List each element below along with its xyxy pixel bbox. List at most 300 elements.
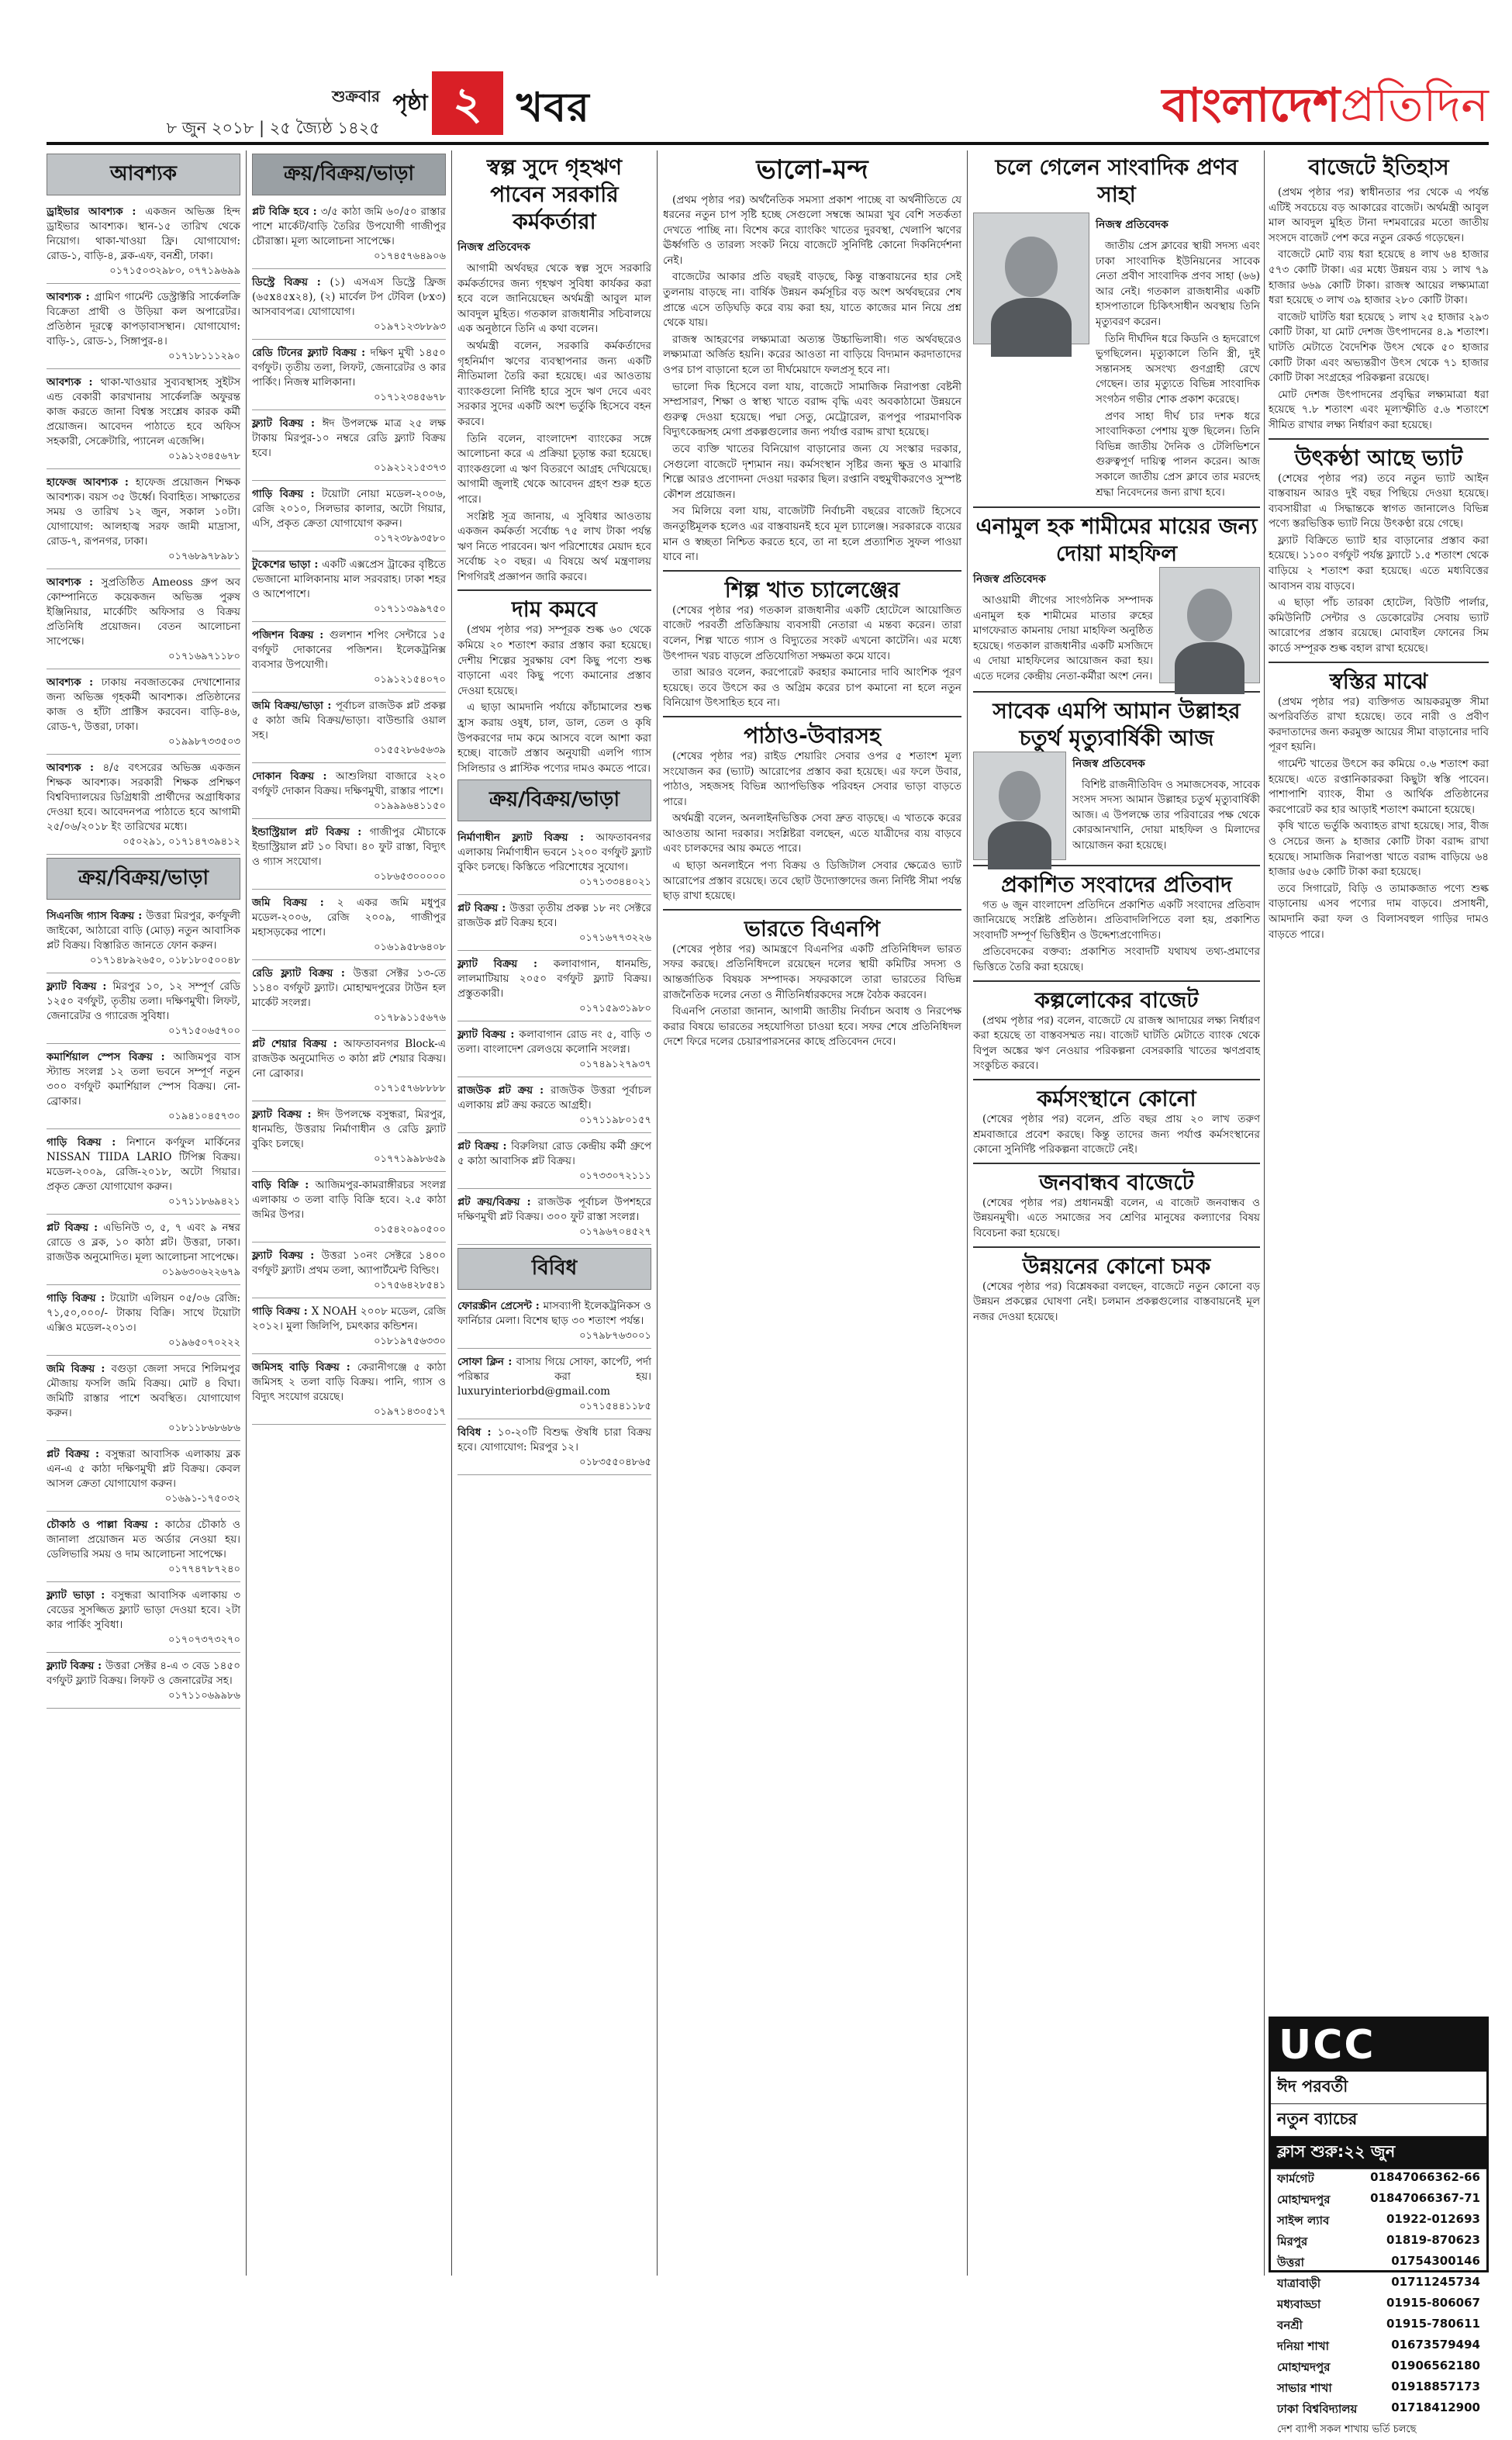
classified-title: ফোরস্ক্রীন প্রেসেন্ট : <box>457 1300 544 1313</box>
classified-phone: ০১৭১১৯৮০১৫৭ <box>579 1115 651 1127</box>
classified-title: সিএনজি গ্যাস বিক্রয় : <box>47 910 147 922</box>
classified-text: (১) এসএস ডিস্ট্রে ফ্রিজ (৬৫x৪৫x২৪), (২) মার্বেল টপ টেবিল (৮x৩) আসবাবপত্র। যোগাযোগ। <box>252 276 446 318</box>
classified-text: রাজউক পূর্বাচল উপশহরে দক্ষিণমুখী প্লট বিক্রয়। ৩০০ ফুট রাস্তা সংলগ্ন। <box>457 1196 651 1224</box>
classified-phone: ০১৭১১০৬৯৯৮৬ <box>168 1690 240 1702</box>
classified-phone: ০১৭৭১৯৯৮৬৫৯ <box>374 1153 446 1165</box>
classified-ad <box>47 758 240 855</box>
article-paragraph: বাজেটের আকার প্রতি বছরই বাড়ছে, কিন্তু বাস্তবায়নের হার সেই তুলনায় বাড়ছে না। বার্ষিক উন্নয়ন কর্মসূচির বড় অংশ অর্থবছরের শেষ প্রান্তে এসে তড়িঘড়ি করে ব্যয় করা হয়, যাতে কাজের মান নিয়ে প্রশ্ন থেকে যায়। <box>663 271 961 330</box>
classified-text: আফতাবনগর এলাকায় নির্মাণাধীন ভবনে ১২০০ বর্গফুট ফ্ল্যাট বুকিং চলছে। কিস্তিতে পরিশোধের সুযোগ। <box>457 831 651 874</box>
branch-phone: 01754300146 <box>1391 2254 1480 2268</box>
article-paragraph: (শেষের পৃষ্ঠার পর) বলেন, প্রতি বছর প্রায় ২০ লাখ তরুণ শ্রমবাজারে প্রবেশ করছে। কিন্তু তাদের জন্য পর্যাপ্ত কর্মসংস্থানের কোনো সুনির্দিষ্ট পরিকল্পনা বাজেটে নেই। <box>973 1113 1260 1156</box>
branch-name: যাত্রাবাড়ী <box>1277 2276 1321 2290</box>
classified-title: ড্রাইভার আবশ্যক : <box>47 206 146 218</box>
article-paragraph: বিএনপি নেতারা জানান, আগামী জাতীয় নির্বাচন অবাধ ও নিরপেক্ষ করার বিষয়ে ভারতের সহযোগিতা চাওয়া হবে। সফর শেষে প্রতিনিধিদল দেশে ফিরে দলের চেয়ারপারসনের কাছে প্রতিবেদন দেবে। <box>663 1005 961 1049</box>
logo-part1: বাংলাদেশ <box>1162 78 1341 133</box>
classified-phone: ০১৯১২৩৪৫৬৭৮ <box>168 451 240 462</box>
branch-name: সাভার শাখা <box>1277 2381 1332 2395</box>
article-paragraph: (শেষের পৃষ্ঠার পর) গতকাল রাজধানীর একটি হোটেলে আয়োজিত বাজেট পরবর্তী প্রতিক্রিয়ায় ব্যবসায়ী নেতারা এ মন্তব্য করেন। তারা বলেন, শিল্প খাতে গ্যাস ও বিদ্যুতের সংকট এখনো কাটেনি। এর মধ্যে উৎপাদন খরচ বাড়লে প্রতিযোগিতা সক্ষমতা কমে যাবে। <box>663 603 961 662</box>
classified-ad <box>252 1246 446 1298</box>
classified-text: উত্তরা ১০নং সেক্টরে ১৪০০ বর্গফুট ফ্ল্যাট। প্রথম তলা, অ্যাপার্টমেন্ট বিল্ডিং। <box>252 1249 446 1277</box>
headline-ride-share: পাঠাও-উবারসহ <box>744 722 881 748</box>
classified-column-1 <box>47 150 240 2276</box>
column-rule <box>657 150 658 2276</box>
classified-text: পূর্বাচল রাজউক প্লট প্রকল্প ৫ কাঠা জমি বিক্রয়/ভাড়া। বাউন্ডারি ওয়াল সহ। <box>252 700 447 741</box>
classified-title: আবশ্যক : <box>47 376 101 389</box>
article-ride-share <box>663 749 961 904</box>
section-header-buysell-2: ক্রয়/বিক্রয়/ভাড়া <box>252 154 446 195</box>
journalist-photo <box>973 213 1089 344</box>
branch-name: মধ্যবাড্ডা <box>1277 2297 1321 2311</box>
column-rule <box>1264 150 1265 2276</box>
column-rule <box>967 150 968 2276</box>
branch-phone: 01906562180 <box>1391 2359 1480 2373</box>
classified-title: ফ্ল্যাট বিক্রয় : <box>252 1249 322 1262</box>
branch-row <box>1271 2211 1486 2232</box>
headline-industry: শিল্প খাত চ্যালেঞ্জের <box>724 576 900 603</box>
classified-text: আফতাবনগর Block-এ রাজউক অনুমোদিত ৩ কাঠা প্লট শেয়ার বিক্রয়। নো ব্রোকার। <box>252 1038 447 1080</box>
branch-name: ঢাকা বিশ্ববিদ্যালয় <box>1277 2402 1358 2416</box>
byline: নিজস্ব প্রতিবেদক <box>973 573 1046 586</box>
branch-name: উত্তরা <box>1277 2255 1305 2269</box>
classified-title: প্লট শেয়ার বিক্রয় : <box>252 1038 343 1050</box>
headline-bnp-india: ভারতে বিএনপি <box>744 915 881 942</box>
classified-ad <box>252 1175 446 1242</box>
classified-text: কলাবাগান রোড নং ৫, বাড়ি ৩ তলা। বাংলাদেশ রেলওয়ে কলোনি সংলগ্ন। <box>457 1028 651 1056</box>
branch-name: বনশ্রী <box>1277 2318 1303 2332</box>
classified-title: জমি বিক্রয়/ভাড়া : <box>252 700 336 712</box>
article-journalist-obit <box>1096 239 1260 500</box>
classified-phone: ০১৭১৫০৩২৯৮০, ০৭৭১৯৬৯৯ <box>109 265 240 277</box>
ad-line-2: নতুন ব্যাচের <box>1271 2104 1486 2137</box>
classified-title: জমি বিক্রয় : <box>252 897 337 909</box>
classified-ad <box>252 1301 446 1354</box>
article-employment <box>973 1112 1260 1158</box>
article-doa-mahfil <box>973 593 1153 685</box>
classified-ad <box>252 1034 446 1101</box>
classified-phone: ০১৭৫৬৪২৮৫৪১ <box>374 1280 446 1291</box>
classified-title: ফ্ল্যাট বিক্রয় : <box>47 1660 105 1672</box>
article-paragraph: গত ৬ জুন বাংলাদেশ প্রতিদিনে প্রকাশিত একটি সংবাদের প্রতিবাদ জানিয়েছে সংশ্লিষ্ট প্রতিষ্ঠান। প্রতিবাদলিপিতে বলা হয়, প্রকাশিত সংবাদটি সম্পূর্ণ ভিত্তিহীন ও উদ্দেশ্যপ্রণোদিত। <box>973 898 1260 942</box>
classified-phone: ০১৭০৭৩৭৩২৭০ <box>168 1634 240 1646</box>
classified-text: গ্রামিণ গার্মেন্ট ডেস্ট্রাক্টরি সার্কেলক্রি বিক্রেতা প্রাথী ও উড়িয়া কল অপারেটর। প্রতিষ্ঠান দূরত্বে কাপড়াবাসস্থান। যোগাযোগ: বাড়ি-১, রোড-১, সিঙ্গাপুর-৪। <box>47 291 240 347</box>
article-paragraph: (প্রথম পৃষ্ঠার পর) বলেন, বাজেটে যে রাজস্ব আদায়ের লক্ষ্য নির্ধারণ করা হয়েছে তা বাস্তবসম্মত নয়। বাজেট ঘাটতি মেটাতে ব্যাংক থেকে বিপুল অঙ্কের ঋণ নেওয়ার পরিকল্পনা বেসরকারি খাতের ঋণপ্রবাহ সংকুচিত করবে। <box>973 1014 1260 1073</box>
article-paragraph: মোট দেশজ উৎপাদনের প্রবৃদ্ধির লক্ষ্যমাত্রা ধরা হয়েছে ৭.৮ শতাংশ এবং মূল্যস্ফীতি ৫.৬ শতাংশে সীমিত রাখার লক্ষ্য নির্ধারণ করা হয়েছে। <box>1269 388 1489 431</box>
classified-ad <box>47 372 240 469</box>
classified-title: প্লট ক্রয়/বিক্রয় : <box>457 1196 538 1209</box>
article-development <box>973 1280 1260 1325</box>
classified-ad <box>252 272 446 340</box>
classified-title: ইন্ডাস্ট্রিয়াল প্লট বিক্রয় : <box>252 826 370 838</box>
ex-mp-photo <box>973 752 1066 860</box>
headline-journalist-obit: চলে গেলেন সাংবাদিক প্রণব সাহা <box>995 154 1238 207</box>
anniversary-block <box>973 752 1260 860</box>
classified-phone: ০১৮১১৮৬৮৬৮৬ <box>168 1422 240 1434</box>
article-paragraph: (শেষের পৃষ্ঠার পর) বিশ্লেষকরা বলছেন, বাজেটে নতুন কোনো বড় উন্নয়ন প্রকল্পের ঘোষণা নেই। চলমান প্রকল্পগুলোর বাস্তবায়নেই মূল নজর দেওয়া হয়েছে। <box>973 1280 1260 1323</box>
classified-phone: ০১৮৬৫৩০০০০০ <box>374 871 446 883</box>
classified-text: উত্তরা তৃতীয় প্রকল্প ১৮ নং সেক্টরে রাজউক প্লট বিক্রয় হবে। <box>457 902 652 930</box>
branch-name: মোহাম্মদপুর <box>1277 2193 1331 2207</box>
branch-phone: 01711245734 <box>1391 2275 1480 2289</box>
article-paragraph: তবে ব্যক্তি খাতের বিনিয়োগ বাড়ানোর জন্য যে সংস্কার দরকার, সেগুলো বাজেটে দৃশ্যমান নয়। কর্মসংস্থান সৃষ্টির জন্য ক্ষুদ্র ও মাঝারি শিল্পে আরও প্রণোদনা দেওয়া দরকার ছিল। রপ্তানি বহুমুখীকরণেও সুস্পষ্ট কৌশল প্রয়োজন। <box>663 443 961 501</box>
classified-text: মাসব্যাপী ইলেকট্রনিকস ও ফার্নিচার মেলা। বিশেষ ছাড় ৩০ শতাংশ পর্যন্ত। <box>457 1300 651 1328</box>
classified-ad <box>47 472 240 569</box>
article-paragraph: (শেষের পৃষ্ঠার পর) প্রধানমন্ত্রী বলেন, এ বাজেট জনবান্ধব ও উন্নয়নমুখী। এতে সমাজের সব শ্রেণির মানুষের কল্যাণের বিষয় বিবেচনা করা হয়েছে। <box>973 1196 1260 1239</box>
divider <box>1269 662 1489 663</box>
article-ex-mp-anniversary <box>1072 778 1260 854</box>
article-paragraph: ভালো দিক হিসেবে বলা যায়, বাজেটে সামাজিক নিরাপত্তা বেষ্টনী সম্প্রসারণ, শিক্ষা ও স্বাস্থ্য খাতে বরাদ্দ বৃদ্ধি এবং অবকাঠামো উন্নয়নে গুরুত্ব দেওয়া হয়েছে। পদ্মা সেতু, মেট্রোরেল, রূপপুর পারমাণবিক বিদ্যুৎকেন্দ্রসহ মেগা প্রকল্পগুলোর জন্য পর্যাপ্ত বরাদ্দ রাখা হয়েছে। <box>663 380 961 439</box>
article-paragraph: সব মিলিয়ে বলা যায়, বাজেটটি নির্বাচনী বছরের বাজেট হিসেবে জনতুষ্টিমূলক হলেও এর বাস্তবায়নই হবে মূল চ্যালেঞ্জ। সরকারকে ব্যয়ের মান ও স্বচ্ছতা নিশ্চিত করতে হবে, তা না হলে প্রত্যাশিত সুফল পাওয়া যাবে না। <box>663 505 961 564</box>
classified-text: সুপ্রতিষ্ঠিত Ameoss গ্রুপ অব কোম্পানিতে কয়েকজন অভিজ্ঞ পুরুষ ইঞ্জিনিয়ার, মার্কেটিং অফিসার ও বিক্রয় প্রতিনিধি প্রয়োজন। বেতন আলোচনা সাপেক্ষে। <box>47 576 240 648</box>
classified-phone: ০৫০২৯১, ০১৭১৪৭৩৯৪১২ <box>123 836 240 848</box>
classified-title: ফ্ল্যাট বিক্রয় : <box>47 980 113 993</box>
classified-text: বগুড়া জেলা সদরে শিলিমপুর মৌজায় ফসলি জমি বিক্রয়। মোট ৪ বিঘা। জমিটি রাস্তার পাশে অবস্থিত। যোগাযোগ করুন। <box>47 1363 240 1419</box>
classified-ad <box>457 1352 651 1419</box>
branch-row <box>1271 2295 1486 2316</box>
classified-text: আজিমপুর-কামরাঙ্গীরচর সংলগ্ন এলাকায় ৩ তলা বাড়ি বিক্রি হবে। ২.৫ কাঠা জমির উপর। <box>252 1179 446 1221</box>
classified-title: বাড়ি বিক্রি : <box>252 1179 316 1191</box>
branch-row <box>1271 2316 1486 2337</box>
branch-phone: 01922-012693 <box>1386 2212 1480 2226</box>
ucc-logo: UCC <box>1271 2019 1486 2072</box>
classified-ad <box>252 822 446 890</box>
classified-phone: ০১৭৯৬৭০৪৫২৭ <box>579 1226 651 1239</box>
classified-phone: ০১৭১৮১১১২৯০ <box>168 351 240 362</box>
classified-title: ফ্ল্যাট বিক্রয় : <box>457 1028 520 1042</box>
classified-title: প্লট বিক্রয় : <box>457 1140 512 1153</box>
buysell-list-2 <box>252 202 446 1425</box>
branch-name: দনিয়া শাখা <box>1277 2339 1329 2353</box>
classified-title: টুকেশের ভাড়া : <box>252 558 323 571</box>
headline-price-drop: দাম কমবে <box>511 596 598 623</box>
classified-text: রাজউক উত্তরা পূর্বাচল এলাকায় প্লট ক্রয় করতে আগ্রহী। <box>457 1084 651 1112</box>
classified-phone: ০১৭২৩৮৯৩৫৮০ <box>374 533 446 544</box>
branch-name: সাইন্স ল্যাব <box>1277 2214 1330 2227</box>
section-header-buysell: ক্রয়/বিক্রয়/ভাড়া <box>47 858 240 900</box>
classified-phone: ০১৬৯১-১৭৫০৩২ <box>164 1493 240 1505</box>
classified-ad <box>47 976 240 1044</box>
classified-ad <box>47 572 240 669</box>
doa-block <box>973 567 1260 686</box>
classified-title: প্লট বিক্রয় : <box>47 1222 104 1234</box>
article-paragraph: এ ছাড়া অনলাইনে পণ্য বিক্রয় ও ডিজিটাল সেবার ক্ষেত্রেও ভ্যাট আরোপের প্রস্তাব রয়েছে। তবে ছোট উদ্যোক্তাদের জন্য নির্দিষ্ট সীমা পর্যন্ত ছাড় রাখা হয়েছে। <box>663 859 961 903</box>
classified-ad <box>47 672 240 755</box>
classified-title: আবশ্যক : <box>47 291 95 303</box>
page-number: ২ <box>432 71 503 135</box>
classified-title: ডিস্ট্রে বিক্রয় : <box>252 276 330 289</box>
article-paragraph: প্রতিবেদকের বক্তব্য: প্রকাশিত সংবাদটি যথাযথ তথ্য-প্রমাণের ভিত্তিতে তৈরি করা হয়েছে। <box>973 945 1260 974</box>
classified-phone: ০১৭১৫০৬৫৭০০ <box>168 1025 240 1037</box>
buysell-list-3 <box>457 828 651 1245</box>
divider <box>1269 438 1489 440</box>
classified-ad <box>47 1515 240 1582</box>
branch-name: মোহাম্মদপুর <box>1277 2360 1331 2374</box>
article-paragraph: গার্মেন্ট খাতের উৎসে কর কমিয়ে ০.৬ শতাংশ করা হয়েছে। এতে রপ্তানিকারকরা কিছুটা স্বস্তি পাবেন। পাশাপাশি ব্যাংক, বীমা ও আর্থিক প্রতিষ্ঠানের করপোরেট কর হার আড়াই শতাংশ কমানো হয়েছে। <box>1269 758 1489 816</box>
article-paragraph: সংশ্লিষ্ট সূত্র জানায়, এ সুবিধার আওতায় একজন কর্মকর্তা সর্বোচ্চ ৭৫ লাখ টাকা পর্যন্ত ঋণ নিতে পারবেন। ঋণ পরিশোধের মেয়াদ হবে সর্বোচ্চ ২০ বছর। এ বিষয়ে অর্থ মন্ত্রণালয় শিগগিরই প্রজ্ঞাপন জারি করবে। <box>457 510 651 583</box>
classified-phone: ০১৭৭৪৭৮৭২৪০ <box>168 1564 240 1575</box>
classified-ad <box>457 1296 651 1349</box>
classified-title: জমিসহ বাড়ি বিক্রয় : <box>252 1361 357 1374</box>
classified-title: বিবিধ : <box>457 1426 498 1439</box>
article-relief <box>1269 695 1489 943</box>
classified-ad <box>457 898 651 951</box>
classified-title: ফ্ল্যাট ভাড়া : <box>47 1589 112 1602</box>
article-paragraph: অর্থমন্ত্রী বলেন, অনলাইনভিত্তিক সেবা দ্রুত বাড়ছে। এ খাতকে করের আওতায় আনা দরকার। সংশ্লিষ্টরা বলছেন, এতে যাত্রীদের ব্যয় বাড়বে এবং চালকদের আয় কমতে পারে। <box>663 812 961 855</box>
classified-title: নির্মাণাধীন ফ্ল্যাট বিক্রয় : <box>457 831 596 845</box>
buysell-list <box>47 906 240 1709</box>
divider <box>973 1246 1260 1248</box>
classified-text: ঈদ উপলক্ষে মাত্র ২৫ লক্ষ টাকায় মিরপুর-১০ নম্বরে রেডি ফ্ল্যাট বিক্রয় হবে। <box>252 417 446 459</box>
classified-title: চৌকাঠ ও পাল্লা বিক্রয় : <box>47 1519 165 1531</box>
section-header-wanted: আবশ্যক <box>47 154 240 195</box>
article-paragraph: আগামী অর্থবছর থেকে স্বল্প সুদে সরকারি কর্মকর্তাদের জন্য গৃহঋণ সুবিধা কার্যকর করা হবে বলে জানিয়েছেন অর্থমন্ত্রী আবুল মাল আবদুল মুহিত। গতকাল রাজধানীর সচিবালয়ে এক অনুষ্ঠানে তিনি এ কথা বলেন। <box>457 262 651 336</box>
classified-ad <box>457 1136 651 1189</box>
divider <box>973 1163 1260 1164</box>
classified-ad <box>457 828 651 895</box>
article-column-3 <box>457 150 651 2276</box>
classified-ad <box>47 1218 240 1285</box>
news-column-6 <box>973 150 1260 2276</box>
classified-ad <box>252 696 446 763</box>
classified-text: টয়োটা এলিয়ন ০৫/০৬ রেজি: ৭১,৫০,০০০/- টাকায় বিক্রি। সাথে টয়োটা এক্সিও মডেল-২০১৩। <box>47 1292 240 1334</box>
classified-text: উত্তরা সেক্টর ১৩-তে ১১৪০ বর্গফুট ফ্ল্যাট। মোহাম্মদপুরের টাউন হল মার্কেট সংলগ্ন। <box>252 967 446 1009</box>
branch-row <box>1271 2358 1486 2379</box>
classified-text: বাসায় গিয়ে সোফা, কার্পেট, পর্দা পরিষ্কার করা হয়। luxuryinteriorbd@gmail.com <box>457 1356 651 1398</box>
classified-text: কলাবাগান, ধানমন্ডি, লালমাটিয়ায় ২০৫০ বর্গফুট ফ্ল্যাট বিক্রয়। প্রস্তুতকারী। <box>457 958 652 1001</box>
classified-title: হাফেজ আবশ্যক : <box>47 476 136 489</box>
headline-doa-mahfil: এনামুল হক শামীমের মায়ের জন্য দোয়া মাহফিল <box>975 513 1258 567</box>
classified-phone: ০১৯৭১৪৩০৫১৭ <box>374 1406 446 1418</box>
article-bnp-india <box>663 942 961 1050</box>
article-good-bad <box>663 193 961 565</box>
divider <box>663 570 961 572</box>
classified-ad <box>252 343 446 410</box>
article-paragraph: (প্রথম পৃষ্ঠার পর) ব্যক্তিগত আয়করমুক্ত সীমা অপরিবর্তিত রাখা হয়েছে। তবে নারী ও প্রবীণ করদাতাদের জন্য করমুক্ত আয়ের সীমা বাড়ানোর দাবি পূরণ হয়নি। <box>1269 695 1489 754</box>
classified-title: আবশ্যক : <box>47 762 103 774</box>
classified-column-2 <box>252 150 446 2276</box>
article-paragraph: (প্রথম পৃষ্ঠার পর) সম্পূরক শুল্ক ৬০ থেকে কমিয়ে ২০ শতাংশ করার প্রস্তাব করা হয়েছে। দেশীয় শিল্পের সুরক্ষায় বেশ কিছু পণ্যে শুল্ক বাড়ানো এবং কিছু পণ্যে কমানোর প্রস্তাব দেওয়া হয়েছে। <box>457 624 651 697</box>
branch-phone: 01819-870623 <box>1386 2233 1480 2247</box>
column-rule <box>451 150 452 2276</box>
article-price-drop <box>457 623 651 776</box>
classified-ad <box>252 766 446 819</box>
classified-title: রেডি টিনের ফ্ল্যাট বিক্রয় : <box>252 347 371 359</box>
article-paragraph: তবে সিগারেট, বিড়ি ও তামাকজাত পণ্যে শুল্ক বাড়ানোয় এসব পণ্যের দাম বাড়বে। প্রসাধনী, আমদানি করা ফল ও বিলাসবহুল গাড়ির দামও বাড়তে পারে। <box>1269 882 1489 941</box>
classified-ad <box>252 484 446 551</box>
ad-line-3: ক্লাস শুরু:২২ জুন <box>1271 2137 1486 2169</box>
ad-line-1: ঈদ পরবর্তী <box>1271 2072 1486 2104</box>
newspaper-logo <box>1162 70 1489 147</box>
classified-phone: ০১৯৯৯৬৪১১৫০ <box>374 800 446 812</box>
budget-column <box>1269 150 1489 2012</box>
classified-text: X NOAH ২০০৮ মডেল, রেজি ২০১২। মুলা জিলিপি, চমৎকার কন্ডিশন। <box>252 1305 446 1332</box>
masthead-rule <box>47 142 1489 145</box>
classified-title: গাড়ি বিক্রয় : <box>252 1305 312 1318</box>
branch-row <box>1271 2232 1486 2253</box>
article-paragraph: এ ছাড়া পাঁচ তারকা হোটেল, বিউটি পার্লার, কমিউনিটি সেন্টার ও ডেকোরেটর সেবায় ভ্যাট আরোপের প্রস্তাব রয়েছে। মোবাইল ফোনের সিম কার্ডে সম্পূরক শুল্ক বহাল রাখা হয়েছে। <box>1269 596 1489 655</box>
article-vat-worry <box>1269 472 1489 657</box>
branch-phone: 01915-806067 <box>1386 2296 1480 2310</box>
classified-phone: ০১৭১৩৩৪৪০২১ <box>579 876 651 889</box>
woman-photo <box>1159 567 1260 683</box>
article-paragraph: অর্থমন্ত্রী বলেন, সরকারি কর্মকর্তাদের গৃহনির্মাণ ঋণের ব্যবস্থাপনার জন্য একটি নীতিমালা তৈরি করা হয়েছে। এর আওতায় ব্যাংকগুলো নির্দিষ্ট হারে সুদে ঋণ দেবে এবং সরকার সুদের একটি অংশ ভর্তুকি হিসেবে বহন করবে। <box>457 339 651 428</box>
article-paragraph: (প্রথম পৃষ্ঠার পর) অর্থনৈতিক সমস্যা প্রকাশ পাচ্ছে বা অর্থনীতিতে যে ধরনের নতুন চাপ সৃষ্টি হচ্ছে সেগুলো সম্বন্ধে আমরা খুব বেশি সতর্কতা দেখতে পাচ্ছি না। বিশেষ করে ব্যাংকিং খাতের দুরবস্থা, খেলাপি ঋণের ঊর্ধ্বগতি ও তারল্য সংকট নিয়ে বাজেটে সুনির্দিষ্ট কোনো দিকনির্দেশনা নেই। <box>663 193 961 267</box>
classified-phone: ০১৭১৬৯৭১১৮০ <box>168 651 240 662</box>
branch-row <box>1271 2337 1486 2358</box>
classified-ad <box>252 555 446 622</box>
obit-block <box>973 213 1260 502</box>
obit-text-wrap <box>1096 213 1260 502</box>
classified-phone: ০১৭১৫৪৪১১৮৫ <box>579 1401 651 1413</box>
branch-row <box>1271 2400 1486 2421</box>
classified-phone: ০১৭৪৯১২৭৯৩৭ <box>579 1059 651 1071</box>
classified-title: সোফা ক্লিন : <box>457 1356 516 1369</box>
classified-ad <box>47 1288 240 1356</box>
classified-text: গুলশান শপিং সেন্টারে ১৫ বর্গফুট দোকানের পজিশন। ইলেকট্রনিক্স ব্যবসার উপযোগী। <box>252 629 446 671</box>
article-paragraph: (শেষের পৃষ্ঠার পর) আমন্ত্রণে বিএনপির একটি প্রতিনিধিদল ভারত সফর করছে। প্রতিনিধিদলে রয়েছেন দলের স্থায়ী কমিটির সদস্য ও আন্তর্জাতিক বিষয়ক সম্পাদক। সফরকালে তারা ভারতের বিভিন্ন রাজনৈতিক দলের নেতা ও নীতিনির্ধারকদের সঙ্গে বৈঠক করবেন। <box>663 942 961 1001</box>
classified-phone: ০১৮৩৫৫০৪৮৬৫ <box>579 1457 651 1469</box>
classified-ad <box>47 1047 240 1129</box>
branch-phone: 01918857173 <box>1391 2380 1480 2393</box>
classified-title: রাজউক প্লট ক্রয় : <box>457 1084 551 1097</box>
article-paragraph: বাজেট ঘাটতি ধরা হয়েছে ১ লাখ ২৫ হাজার ২৯৩ কোটি টাকা, যা মোট দেশজ উৎপাদনের ৪.৯ শতাংশ। ঘাটতি মেটাতে বৈদেশিক উৎস থেকে ৫০ হাজার কোটি টাকা এবং অভ্যন্তরীণ উৎস থেকে ৭১ হাজার কোটি টাকা সংগ্রহের পরিকল্পনা রয়েছে। <box>1269 310 1489 385</box>
classified-text: হাফেজ প্রয়োজন শিক্ষক আবশ্যক। বয়স ৩৫ উর্ধ্বে। বিবাহিত। সাক্ষাতের সময় ও তারিখ ১২ জুন, সকাল ১০টা। যোগাযোগ: আলহাজ্ব সরফ জামী মাদ্রাসা, রোড-৭, রূপনগর, ঢাকা। <box>47 476 240 548</box>
ucc-advertisement[interactable] <box>1269 2017 1489 2435</box>
classified-phone: ০১৭১২৩৪৫৬৭৮ <box>374 392 446 403</box>
classified-text: বসুন্ধরা আবাসিক এলাকায় ব্লক এন-এ ৫ কাঠা দক্ষিণমুখী প্লট বিক্রয়। কেবল আসল ক্রেতা যোগাযোগ করুন। <box>47 1448 240 1490</box>
classified-phone: ০১৭৩৩০৭২১১১ <box>579 1170 651 1183</box>
classified-text: ঢাকায় নবজাতকের দেখাশোনার জন্য অভিজ্ঞ গৃহকর্মী আবশ্যক। প্রতিষ্ঠানের কাজ ও হাঁটা প্রাক্টিস করবেন। বাড়ি-৪৬, রোড-৭, উত্তরা, ঢাকা। <box>47 676 240 733</box>
classified-ad <box>47 1585 240 1653</box>
branch-row <box>1271 2253 1486 2274</box>
classified-text: ৩/৫ কাঠা জমি ৬০/৫০ রাস্তার পাশে মার্কেট/বাড়ি তৈরির উপযোগী গাজীপুর চৌরাস্তা। মূল্য আলোচনা সাপেক্ষে। <box>252 206 446 247</box>
date-block <box>47 85 380 143</box>
logo-part2: প্রতিদিন <box>1340 78 1489 133</box>
classified-ad <box>47 1132 240 1215</box>
divider <box>973 506 1260 508</box>
classified-title: আবশ্যক : <box>47 576 102 589</box>
classified-text: টয়োটা নোয়া মডেল-২০০৬, রেজি ২০১০, সিলভার কালার, অটো গিয়ার, এসি, প্রকৃত ক্রেতা যোগাযোগ করুন। <box>252 488 446 530</box>
branch-name: ফার্মগেট <box>1277 2172 1314 2186</box>
article-paragraph: (শেষের পৃষ্ঠার পর) রাইড শেয়ারিং সেবার ওপর ৫ শতাংশ মূল্য সংযোজন কর (ভ্যাট) আরোপের প্রস্তাব করা হয়েছে। এর ফলে উবার, পাঠাও, সহজসহ বিভিন্ন অ্যাপভিত্তিক পরিবহন সেবার ভাড়া বাড়তে পারে। <box>663 749 961 808</box>
page-label: পৃষ্ঠা <box>392 90 428 116</box>
classified-title: ফ্ল্যাট বিক্রয় : <box>457 958 554 971</box>
section-title: খবর <box>516 85 590 131</box>
classified-text: উত্তরা সেক্টর ৪-এ ৩ বেড ১৪৫০ বর্গফুট ফ্ল্যাট বিক্রয়। লিফট ও জেনারেটর সহ। <box>47 1660 240 1687</box>
classified-title: কমার্শিয়াল স্পেস বিক্রয় : <box>47 1051 174 1063</box>
classified-phone: ০১৭৪৫৭৬৪৯০৬ <box>374 251 446 262</box>
classified-phone: ০১৭৮৯১১৫৬৭৬ <box>374 1012 446 1024</box>
classified-title: প্লট বিক্রয় : <box>47 1448 105 1460</box>
classified-title: গাড়ি বিক্রয় : <box>47 1292 110 1305</box>
classified-phone: ০১৫৪২০৯০৫০০ <box>374 1224 446 1236</box>
classified-phone: ০১৭১৫৯৩১৯৮০ <box>579 1003 651 1015</box>
branch-phone: 01718412900 <box>1391 2400 1480 2414</box>
classified-ad <box>47 1656 240 1709</box>
article-paragraph: এ ছাড়া আমদানি পর্যায়ে কাঁচামালের শুল্ক হ্রাস করায় ওষুধ, চাল, ডাল, তেল ও কৃষি উপকরণের দাম কমে আসবে বলে আশা করা হচ্ছে। বাজেট প্রস্তাব অনুযায়ী এলপি গ্যাস সিলিন্ডার ও প্লাস্টিক পণ্যের দামও কমতে পারে। <box>457 701 651 775</box>
editorial-column <box>663 150 961 2276</box>
classified-ad <box>252 1104 446 1172</box>
wanted-list <box>47 202 240 855</box>
article-paragraph: বিশিষ্ট রাজনীতিবিদ ও সমাজসেবক, সাবেক সংসদ সদস্য আমান উল্লাহর চতুর্থ মৃত্যুবার্ষিকী আজ। এ উপলক্ষে তার পরিবারের পক্ষ থেকে কোরআনখানি, দোয়া মাহফিল ও মিলাদের আয়োজন করা হয়েছে। <box>1072 778 1260 852</box>
misc-list <box>457 1296 651 1475</box>
article-paragraph: প্রণব সাহা দীর্ঘ চার দশক ধরে সাংবাদিকতা পেশায় যুক্ত ছিলেন। তিনি বিভিন্ন জাতীয় দৈনিক ও টেলিভিশনে গুরুত্বপূর্ণ দায়িত্ব পালন করেন। আজ সকালে জাতীয় প্রেস ক্লাবে তার মরদেহ শ্রদ্ধা নিবেদনের জন্য রাখা হবে। <box>1096 410 1260 499</box>
headline-ex-mp-anniversary: সাবেক এমপি আমান উল্লাহর চতুর্থ মৃত্যুবার্ষিকী আজ <box>992 697 1241 751</box>
classified-phone: ০১৯২১২১৫৩৭৩ <box>374 462 446 474</box>
classified-text: মিরপুর ১০, ১২ সম্পূর্ণ রেডি ১২৫০ বর্গফুট, তৃতীয় তলা। দক্ষিণমুখী। লিফট, জেনারেটর ও গ্যারেজ সুবিধা। <box>47 980 240 1022</box>
classified-phone: ০১৯৬৩০৬২২৬৭৯ <box>161 1267 240 1278</box>
section-header-misc: বিবিধ <box>457 1248 651 1290</box>
headline-home-loan: স্বল্প সুদে গৃহঋণ পাবেন সরকারি কর্মকর্তারা <box>486 154 623 234</box>
headline-budget-history: বাজেটে ইতিহাস <box>1308 154 1449 180</box>
divider <box>973 980 1260 982</box>
article-protest <box>973 898 1260 976</box>
article-paragraph: তিনি বলেন, বাংলাদেশ ব্যাংকের সঙ্গে আলোচনা করে এ প্রক্রিয়া চূড়ান্ত করা হয়েছে। ব্যাংকগুলো এ ঋণ বিতরণে আগ্রহ দেখিয়েছে। আগামী জুলাই থেকে আবেদন গ্রহণ শুরু হতে পারে। <box>457 432 651 506</box>
classified-text: একটি এক্সপ্রেস ট্রাকের বৃষ্টিতে ভেজানো মালিকানায় মাল সরবরাহ। ঢাকা শহর ও আশেপাশে। <box>252 558 446 600</box>
masthead <box>47 67 1489 138</box>
classified-title: জমি বিক্রয় : <box>47 1363 112 1375</box>
article-paragraph: রাজস্ব আহরণের লক্ষ্যমাত্রা অত্যন্ত উচ্চাভিলাষী। গত অর্থবছরেও লক্ষ্যমাত্রা অর্জিত হয়নি। করের আওতা না বাড়িয়ে বিদ্যমান করদাতাদের ওপর চাপ বাড়ানো হলে তা দীর্ঘমেয়াদে ফলপ্রসূ হবে না। <box>663 333 961 377</box>
classified-text: ৪/৫ বৎসরের অভিজ্ঞ একজন শিক্ষক আবশ্যক। সরকারী শিক্ষক প্রশিক্ষণ বিশ্ববিদ্যালয়ের ডিগ্রিধারী প্রার্থীদের অগ্রাধিকার দেওয়া হবে। আবেদনপত্র পাঠাতে হবে আগামী ২৫/০৬/২০১৮ ইং তারিখের মধ্যে। <box>47 762 240 833</box>
branch-list <box>1271 2169 1486 2421</box>
classified-text: আজিমপুর বাস স্ট্যান্ড সংলগ্ন ১২ তলা ভবনে সম্পূর্ণ নতুন ৩০০ বর্গফুট কমার্শিয়াল স্পেস বিক্রয়। নো-ব্রোকার। <box>47 1051 240 1108</box>
branch-phone: 01673579494 <box>1391 2338 1480 2352</box>
divider <box>663 716 961 717</box>
classified-phone: ০১৫৫২৮৬৫৬৩৯ <box>374 745 446 756</box>
branch-name: মিরপুর <box>1277 2234 1308 2248</box>
classified-text: উত্তরা মিরপুর, কর্ণফুলী জাইকো, আঠারো বাড়ি (মোড়) নতুন আবাসিক প্লট বিক্রয়। বিস্তারিত জানতে ফোন করুন। <box>47 910 241 952</box>
classified-phone: ০১৯১২১৫৪০৭০ <box>374 674 446 686</box>
article-paragraph: কৃষি খাতে ভর্তুকি অব্যাহত রাখা হয়েছে। সার, বীজ ও সেচের জন্য ৯ হাজার কোটি টাকা বরাদ্দ রাখা হয়েছে। সামাজিক নিরাপত্তা খাতে বরাদ্দ বাড়িয়ে ৬৪ হাজার ৬৫৬ কোটি টাকা করা হয়েছে। <box>1269 820 1489 879</box>
classified-ad <box>47 906 240 973</box>
classified-phone: ০১৮১৯৭৫৬৩৩০ <box>374 1336 446 1347</box>
classified-text: নিশানে কর্ণফুল মার্কিনের NISSAN TIIDA LARIO টিপিক্স বিক্রয়। মডেল-২০০৯, রেজি-২০১৮, অটো গিয়ার। প্রকৃত ক্রেতা যোগাযোগ করুন। <box>47 1136 240 1193</box>
branch-row <box>1271 2190 1486 2211</box>
weekday: শুক্রবার <box>332 87 380 105</box>
classified-phone: ০১৯৭১২৩৮৮৯৩ <box>374 321 446 333</box>
article-paragraph: জাতীয় প্রেস ক্লাবের স্থায়ী সদস্য এবং ঢাকা সাংবাদিক ইউনিয়নের সাবেক নেতা প্রবীণ সাংবাদিক প্রণব সাহা (৬৬) আর নেই। গতকাল রাজধানীর একটি হাসপাতালে চিকিৎসাধীন অবস্থায় তিনি মৃত্যুবরণ করেন। <box>1096 240 1260 328</box>
branch-phone: 01847066367-71 <box>1370 2191 1480 2205</box>
classified-title: ফ্ল্যাট বিক্রয় : <box>252 417 323 430</box>
anniversary-text-wrap <box>1072 752 1260 860</box>
article-paragraph: তিনি দীর্ঘদিন ধরে কিডনি ও হৃদরোগে ভুগছিলেন। মৃত্যুকালে তিনি স্ত্রী, দুই সন্তানসহ অসংখ্য গুণগ্রাহী রেখে গেছেন। তার মৃত্যুতে বিভিন্ন সাংবাদিক সংগঠন গভীর শোক প্রকাশ করেছে। <box>1096 332 1260 406</box>
classified-phone: ০১৯৪১০৪৫৭৩০ <box>168 1111 240 1122</box>
classified-title: আবশ্যক : <box>47 676 102 689</box>
classified-text: ১০-২০টি বিশুদ্ধ ঔষধি চারা বিক্রয় হবে। যোগাযোগ: মিরপুর ১২। <box>457 1426 652 1454</box>
classified-phone: ০১৯৬৫০৭০২২২ <box>168 1337 240 1349</box>
column-rule <box>246 150 247 2276</box>
classified-phone: ০১৭৯৮৭৬৩০০১ <box>579 1330 651 1343</box>
classified-ad <box>457 1080 651 1133</box>
date-line: ৮ জুন ২০১৮ | ২৫ জ্যৈষ্ঠ ১৪২৫ <box>166 119 380 137</box>
classified-text: একজন অভিজ্ঞ হিন্দ ড্রাইভার আবশ্যক। স্থান-১৫ তারিখ থেকে নিয়োগ। থাকা-খাওয়া ফ্রি। যোগাযোগ: রোড-১, বাড়ি-৪, ব্লক-এফ, বনশ্রী, ঢাকা। <box>47 206 240 262</box>
article-paragraph: (প্রথম পৃষ্ঠার পর) স্বাধীনতার পর থেকে এ পর্যন্ত এটিই সবচেয়ে বড় আকারের বাজেট। অর্থমন্ত্রী আবুল মাল আবদুল মুহিত টানা দশমবারের মতো জাতীয় সংসদে বাজেট পেশ করে নতুন রেকর্ড গড়েছেন। <box>1269 186 1489 244</box>
branch-phone: 01915-780611 <box>1386 2317 1480 2331</box>
classified-ad <box>47 202 240 284</box>
classified-title: পজিশন বিক্রয় : <box>252 629 330 641</box>
headline-employment: কর্মসংস্থানে কোনো <box>1037 1086 1196 1111</box>
ad-footer: দেশ ব্যাপী সকল শাখায় ভর্তি চলছে <box>1277 2424 1417 2435</box>
headline-fantasy-budget: কল্পলোকের বাজেট <box>1034 987 1199 1013</box>
classified-phone: ০১৭১১৮৬৯৪২১ <box>168 1196 240 1208</box>
classified-phone: ০১৬১৯৫৮৬৪০৮ <box>374 942 446 953</box>
classified-phone: ০১৯৯৮৭৩৩৫০৩ <box>168 736 240 748</box>
classified-ad <box>252 202 446 269</box>
classified-ad <box>252 1357 446 1425</box>
classified-text: বসুন্ধরা আবাসিক এলাকায় ৩ বেডের সুসজ্জিত ফ্ল্যাট ভাড়া দেওয়া হবে। ২টা কার পার্কিং সুবিধা। <box>47 1589 240 1631</box>
article-paragraph: বাজেটে মোট ব্যয় ধরা হয়েছে ৪ লাখ ৬৪ হাজার ৫৭৩ কোটি টাকা। এর মধ্যে উন্নয়ন ব্যয় ১ লাখ ৭৯ হাজার ৬৬৯ কোটি টাকা। রাজস্ব আয়ের লক্ষ্যমাত্রা ধরা হয়েছে ৩ লাখ ৩৯ হাজার ২৮০ কোটি টাকা। <box>1269 248 1489 307</box>
classified-ad <box>457 1422 651 1475</box>
article-industry <box>663 603 961 711</box>
